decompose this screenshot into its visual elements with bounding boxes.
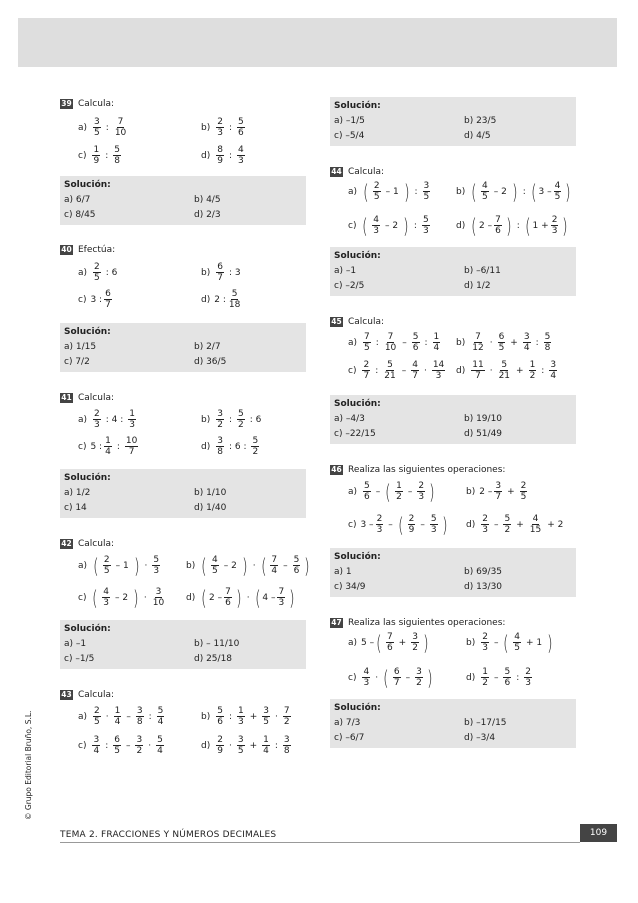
solution-a: a) –1 xyxy=(64,639,87,649)
solution-d: d) 51/49 xyxy=(464,429,503,439)
solution-c: c) –6/7 xyxy=(334,733,365,743)
item-d: d) $\frac{1}{2}$ – $\frac{5}{6}$ : $\frac{2}{3}$ xyxy=(466,667,531,688)
item-d: d) $\frac{8}{9}$ : $\frac{4}{3}$ xyxy=(201,145,244,166)
exercise-title: Efectúa: xyxy=(78,245,116,255)
solution-b: b) 2/7 xyxy=(194,342,221,352)
exercise-number: 47 xyxy=(331,618,342,627)
exercise-title: Calcula: xyxy=(78,99,114,109)
solution-c: c) –1/5 xyxy=(64,654,95,664)
solution-c: c) 8/45 xyxy=(64,210,96,220)
solution-c: c) 34/9 xyxy=(334,582,366,592)
solution-label: Solución: xyxy=(64,180,111,190)
item-c: c) $\frac{3}{4}$ : $\frac{6}{5}$ – $\frac{3}{2}$ · $\frac{5}{4}$ xyxy=(78,735,163,756)
footer-rule xyxy=(60,842,580,843)
solution-45 xyxy=(330,395,576,444)
item-c: c) ( $\frac{4}{3}$ – 2 ) : $\frac{5}{3}$ xyxy=(348,213,429,238)
exercise-47 xyxy=(330,616,576,690)
solution-a: a) 6/7 xyxy=(64,195,91,205)
exercise-number: 45 xyxy=(331,317,342,326)
exercise-46 xyxy=(330,463,576,537)
exercise-title: Realiza las siguientes operaciones: xyxy=(348,618,506,628)
solution-b: b) –17/15 xyxy=(464,718,507,728)
solution-c: c) 14 xyxy=(64,503,87,513)
header-band xyxy=(18,18,617,67)
exercise-39 xyxy=(60,97,306,166)
solution-a: a) –1 xyxy=(334,266,357,276)
exercise-title: Calcula: xyxy=(348,317,384,327)
solution-d: d) 1/2 xyxy=(464,281,491,291)
solution-a: a) 7/3 xyxy=(334,718,361,728)
solution-a: a) –4/3 xyxy=(334,414,365,424)
solution-c: c) 7/2 xyxy=(64,357,90,367)
solution-b: b) –6/11 xyxy=(464,266,501,276)
solution-label: Solución: xyxy=(64,473,111,483)
solution-b: b) 1/10 xyxy=(194,488,227,498)
item-c: c) ( $\frac{4}{3}$ – 2 ) · $\frac{3}{10}$ xyxy=(78,585,165,610)
solution-d: d) 2/3 xyxy=(194,210,221,220)
solution-label: Solución: xyxy=(334,399,381,409)
solution-label: Solución: xyxy=(334,101,381,111)
solution-39 xyxy=(60,176,306,225)
item-c: c) $\frac{1}{9}$ : $\frac{5}{8}$ xyxy=(78,145,120,166)
exercise-40 xyxy=(60,243,306,310)
item-d: d) ( 2 – $\frac{7}{6}$ ) : ( 1 + $\frac{2}{3}$ ) xyxy=(456,213,569,238)
item-d: d) $\frac{2}{9}$ · $\frac{3}{5}$ + $\frac{1}{4}$ : $\frac{3}{8}$ xyxy=(201,735,290,756)
item-b: b) $\frac{2}{3}$ – ( $\frac{4}{5}$ + 1 ) xyxy=(466,630,553,655)
solution-b: b) 4/5 xyxy=(194,195,221,205)
item-b: b) 2 – $\frac{3}{7}$ + $\frac{2}{5}$ xyxy=(466,481,527,502)
footer-chapter: TEMA 2. FRACCIONES Y NÚMEROS DECIMALES xyxy=(60,830,277,840)
item-a: a) ( $\frac{2}{5}$ – 1 ) : $\frac{3}{5}$ xyxy=(348,179,430,204)
solution-42 xyxy=(60,620,306,669)
item-b: b) $\frac{5}{6}$ : $\frac{1}{3}$ + $\frac{3}{5}$ · $\frac{7}{2}$ xyxy=(201,706,290,727)
solution-label: Solución: xyxy=(64,327,111,337)
solution-b: b) – 11/10 xyxy=(194,639,240,649)
copyright-text: © Grupo Editorial Bruño, S.L. xyxy=(24,710,33,820)
solution-46 xyxy=(330,548,576,597)
solution-c: c) –5/4 xyxy=(334,131,365,141)
item-a: a) $\frac{3}{5}$ : $\frac{7}{10}$ xyxy=(78,117,127,138)
exercise-number: 44 xyxy=(331,167,342,176)
exercise-number: 41 xyxy=(61,393,72,402)
solution-a: a) 1/2 xyxy=(64,488,91,498)
exercise-number: 39 xyxy=(61,99,72,108)
item-c: c) 3 – $\frac{2}{3}$ – ( $\frac{2}{9}$ – $\frac{5}{3}$ ) xyxy=(348,512,448,537)
item-d: d) $\frac{3}{8}$ : 6 : $\frac{5}{2}$ xyxy=(201,436,259,457)
item-c: c) 3 : $\frac{6}{7}$ xyxy=(78,289,111,310)
solution-label: Solución: xyxy=(334,552,381,562)
exercise-43 xyxy=(60,688,306,756)
item-b: b) $\frac{6}{7}$ : 3 xyxy=(201,262,241,283)
item-d: d) ( 2 – $\frac{7}{6}$ ) · ( 4 – $\frac{7}{3}$ ) xyxy=(186,585,295,610)
solution-c: c) –2/5 xyxy=(334,281,365,291)
solution-d: d) 1/40 xyxy=(194,503,227,513)
solution-a: a) –1/5 xyxy=(334,116,365,126)
item-c: c) 5 : $\frac{1}{4}$ : $\frac{10}{7}$ xyxy=(78,436,138,457)
exercise-45 xyxy=(330,315,576,381)
solution-44 xyxy=(330,247,576,296)
item-b: b) $\frac{3}{2}$ : $\frac{5}{2}$ : 6 xyxy=(201,409,262,430)
solution-a: a) 1/15 xyxy=(64,342,97,352)
exercise-title: Calcula: xyxy=(78,393,114,403)
exercise-42 xyxy=(60,537,310,610)
solution-label: Solución: xyxy=(64,624,111,634)
item-c: c) $\frac{2}{7}$ : $\frac{5}{21}$ – $\frac{4}{7}$ · $\frac{14}{3}$ xyxy=(348,360,445,381)
solution-d: d) 25/18 xyxy=(194,654,233,664)
item-d: d) 2 : $\frac{5}{18}$ xyxy=(201,289,241,310)
solution-38 xyxy=(330,97,576,146)
item-a: a) $\frac{7}{5}$ : $\frac{7}{10}$ – $\frac{5}{6}$ : $\frac{1}{4}$ xyxy=(348,332,440,353)
item-b: b) $\frac{2}{3}$ : $\frac{5}{6}$ xyxy=(201,117,244,138)
exercise-number: 42 xyxy=(61,539,72,548)
exercise-44 xyxy=(330,165,576,238)
solution-d: d) –3/4 xyxy=(464,733,496,743)
solution-41 xyxy=(60,469,306,518)
solution-b: b) 19/10 xyxy=(464,414,503,424)
item-a: a) $\frac{2}{5}$ · $\frac{1}{4}$ – $\frac{3}{8}$ : $\frac{5}{4}$ xyxy=(78,706,164,727)
exercise-number: 40 xyxy=(61,245,72,254)
item-a: a) $\frac{5}{6}$ – ( $\frac{1}{2}$ – $\frac{2}{3}$ ) xyxy=(348,479,435,504)
item-d: d) $\frac{2}{3}$ – $\frac{5}{2}$ + $\frac{4}{15}$ + 2 xyxy=(466,514,564,535)
item-c: c) $\frac{4}{3}$ · ( $\frac{6}{7}$ – $\frac{3}{2}$ ) xyxy=(348,665,433,690)
solution-label: Solución: xyxy=(334,251,381,261)
item-b: b) ( $\frac{4}{5}$ – 2 ) : ( 3 – $\frac{4}{5}$ ) xyxy=(456,179,572,204)
solution-b: b) 69/35 xyxy=(464,567,503,577)
exercise-title: Calcula: xyxy=(348,167,384,177)
exercise-title: Calcula: xyxy=(78,690,114,700)
solution-d: d) 13/30 xyxy=(464,582,503,592)
page-number: 109 xyxy=(580,824,617,842)
item-a: a) ( $\frac{2}{5}$ – 1 ) · $\frac{5}{3}$ xyxy=(78,553,160,578)
solution-40 xyxy=(60,323,306,372)
solution-47 xyxy=(330,699,576,748)
exercise-number: 46 xyxy=(331,465,342,474)
exercise-title: Realiza las siguientes operaciones: xyxy=(348,465,506,475)
solution-a: a) 1 xyxy=(334,567,352,577)
solution-d: d) 36/5 xyxy=(194,357,227,367)
item-b: b) $\frac{7}{12}$ · $\frac{6}{5}$ + $\frac{3}{4}$ : $\frac{5}{8}$ xyxy=(456,332,551,353)
item-a: a) $\frac{2}{3}$ : 4 : $\frac{1}{3}$ xyxy=(78,409,136,430)
solution-c: c) –22/15 xyxy=(334,429,376,439)
item-a: a) 5 – ( $\frac{7}{6}$ + $\frac{3}{2}$ ) xyxy=(348,630,429,655)
exercise-41 xyxy=(60,391,306,457)
item-d: d) $\frac{11}{7}$ · $\frac{5}{21}$ + $\frac{1}{2}$ : $\frac{3}{4}$ xyxy=(456,360,557,381)
solution-d: d) 4/5 xyxy=(464,131,491,141)
exercise-number: 43 xyxy=(61,690,72,699)
solution-label: Solución: xyxy=(334,703,381,713)
item-b: b) ( $\frac{4}{5}$ – 2 ) · ( $\frac{7}{4}$ – $\frac{5}{6}$ ) xyxy=(186,553,310,578)
solution-b: b) 23/5 xyxy=(464,116,497,126)
exercise-title: Calcula: xyxy=(78,539,114,549)
item-a: a) $\frac{2}{5}$ : 6 xyxy=(78,262,118,283)
